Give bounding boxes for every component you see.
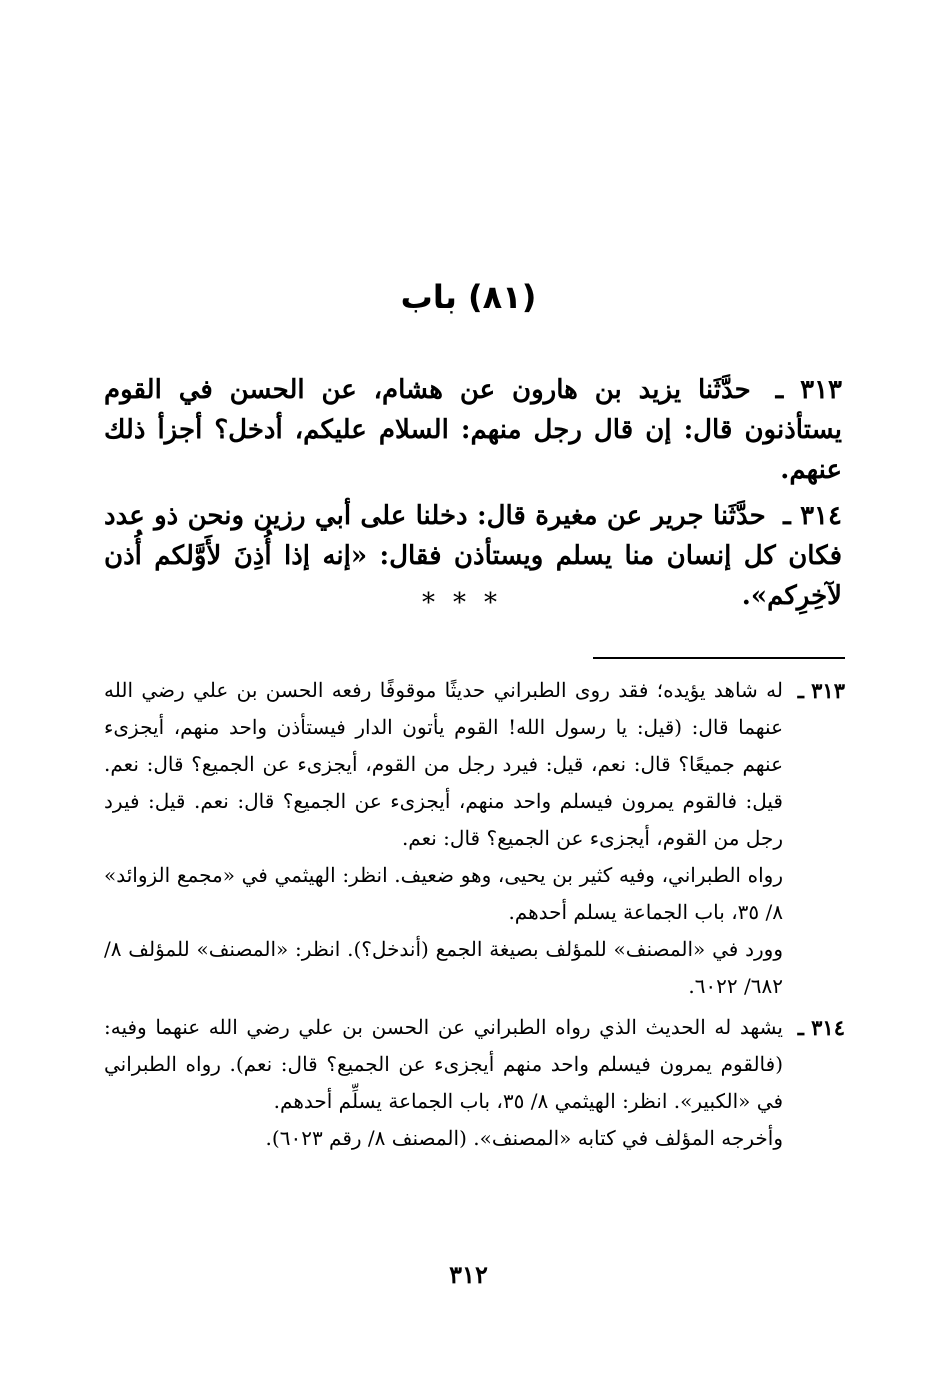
main-text [104, 370, 842, 622]
footnote-number: ٣١٤ ـ [797, 1015, 845, 1040]
chapter-heading: (٨١) باب [400, 278, 537, 316]
footnote-314 [104, 1009, 845, 1157]
footnote-paragraph: يشهد له الحديث الذي رواه الطبراني عن الحسن بن علي رضي الله عنهما وفيه: (فالقوم يمرون فيسلم واحد منهم أيجزىء عن الجميع؟ قال: نعم). رواه الطبراني في «الكبير». انظر: الهيثمي ٨/ ٣٥، باب الجماعة يسلِّم أحدهم. [104, 1015, 783, 1113]
footnote-paragraph: له شاهد يؤيده؛ فقد روى الطبراني حديثًا موقوفًا رفعه الحسن بن علي رضي الله عنهما قال: (قيل: يا رسول الله! القوم يأتون الدار فيستأذن واحد منهم، أيجزىء عنهم جميعًا؟ قال: نعم، قيل: فيرد رجل من القوم، أيجزىء عن الجميع؟ قال: نعم. قيل: فالقوم يمرون فيسلم واحد منهم، أيجزىء عن الجميع؟ قال: نعم. قيل: فيرد رجل من القوم، أيجزىء عن الجميع؟ قال: نعم. [104, 678, 783, 850]
footnote-number: ٣١٣ ـ [797, 678, 845, 703]
footnote-body [104, 672, 783, 1005]
hadith-313 [104, 370, 842, 490]
hadith-number: ٣١٣ ـ [775, 375, 843, 405]
footnote-313 [104, 672, 845, 1005]
hadith-text: حدَّثَنا جرير عن مغيرة قال: دخلنا على أبي رزين ونحن ذو عدد فكان كل إنسان منا يسلم ويستأذن فقال: «إنه إذا أُذِنَ لأَوَّلكم أُذن لآخِرِكم». [104, 501, 842, 611]
footnote-paragraph: رواه الطبراني، وفيه كثير بن يحيى، وهو ضعيف. انظر: الهيثمي في «مجمع الزوائد» ٨/ ٣٥، باب الجماعة يسلم أحدهم. [104, 863, 783, 924]
page-number: ٣١٢ [449, 1260, 488, 1289]
hadith-text: حدَّثَنا يزيد بن هارون عن هشام، عن الحسن في القوم يستأذنون قال: إن قال رجل منهم: السلام عليكم، أدخل؟ أجزأ ذلك عنهم. [104, 375, 842, 485]
section-separator: *** [422, 588, 515, 618]
footnote-paragraph: وأخرجه المؤلف في كتابه «المصنف». (المصنف ٨/ رقم ٦٠٢٣). [265, 1126, 783, 1150]
hadith-number: ٣١٤ ـ [783, 501, 842, 531]
footnote-body [104, 1009, 783, 1157]
footnotes [104, 672, 845, 1161]
footnote-divider [593, 657, 845, 659]
footnote-paragraph: وورد في «المصنف» للمؤلف بصيغة الجمع (أندخل؟). انظر: «المصنف» للمؤلف ٨/ ٦٨٢/ ٦٠٢٢. [104, 937, 783, 998]
